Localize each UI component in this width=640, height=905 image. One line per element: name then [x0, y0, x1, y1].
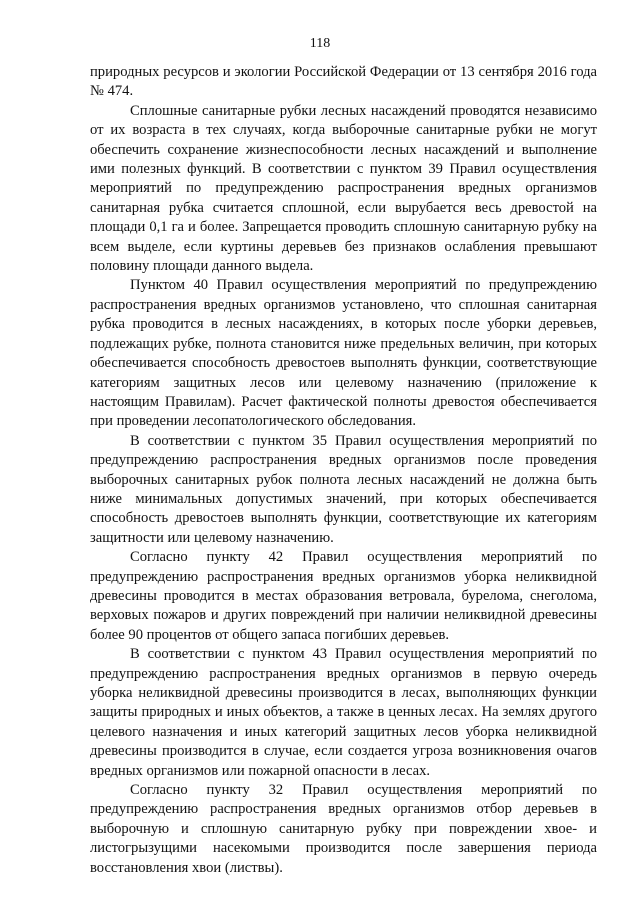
body-text [90, 63, 597, 878]
paragraph: Согласно пункту 42 Правил осуществления мероприятий по предупреждению распространения вредных организмов уборка неликвидной древесины проводится в местах образования ветровала, бурелома, снеголома, верховых пожаров и других повреждений при наличии неликвидной древесины более 90 процентов от общего запаса погибших деревьев. [90, 549, 597, 643]
paragraph: В соответствии с пунктом 43 Правил осуществления мероприятий по предупреждению распространения вредных организмов в первую очередь уборка неликвидной древесины производится в лесах, выполняющих функции защиты природных и иных объектов, а также в ценных лесах. На землях другого целевого назначения и иных категорий защитных лесов уборка неликвидной древесины производится в случае, если создается угроза возникновения очагов вредных организмов или пожарной опасности в лесах. [90, 646, 597, 779]
paragraph: В соответствии с пунктом 35 Правил осуществления мероприятий по предупреждению распространения вредных организмов после проведения выборочных санитарных рубок полнота лесных насаждений не должна быть ниже минимальных допустимых значений, при которых обеспечивается способность древостоев выполнять функции, соответствующие их категориям защитности или целевому назначению. [90, 432, 597, 546]
page-number: 118 [309, 36, 331, 51]
paragraph: Пунктом 40 Правил осуществления мероприятий по предупреждению распространения вредных организмов установлено, что сплошная санитарная рубка проводится в лесных насаждениях, в которых после уборки деревьев, подлежащих рубке, полнота становится ниже предельных величин, при которых обеспечивается способность древостоев выполнять функции, соответствующие категориям защитных лесов или целевому назначению (приложение к настоящим Правилам). Расчет фактической полноты древостоя обеспечивается при проведении лесопатологического обследования. [90, 277, 597, 430]
paragraph: Сплошные санитарные рубки лесных насаждений проводятся независимо от их возраста в тех случаях, когда выборочные санитарные рубки не могут обеспечить сохранение жизнеспособности лесных насаждений и выполнение ими полезных функций. В соответствии с пунктом 39 Правил осуществления мероприятий по предупреждению распространения вредных организмов санитарная рубка считается сплошной, если вырубается весь древостой на площади 0,1 га и более. Запрещается проводить сплошную санитарную рубку на всем выделе, если куртины деревьев без признаков ослабления превышают половину площади данного выдела. [90, 102, 597, 275]
paragraph: Согласно пункту 32 Правил осуществления мероприятий по предупреждению распространения вредных организмов отбор деревьев в выборочную и сплошную санитарную рубку при повреждении хвое- и листогрызущими насекомыми производится после завершения периода восстановления хвои (листвы). [90, 782, 597, 876]
paragraph: природных ресурсов и экологии Российской Федерации от 13 сентября 2016 года № 474. [90, 64, 597, 100]
